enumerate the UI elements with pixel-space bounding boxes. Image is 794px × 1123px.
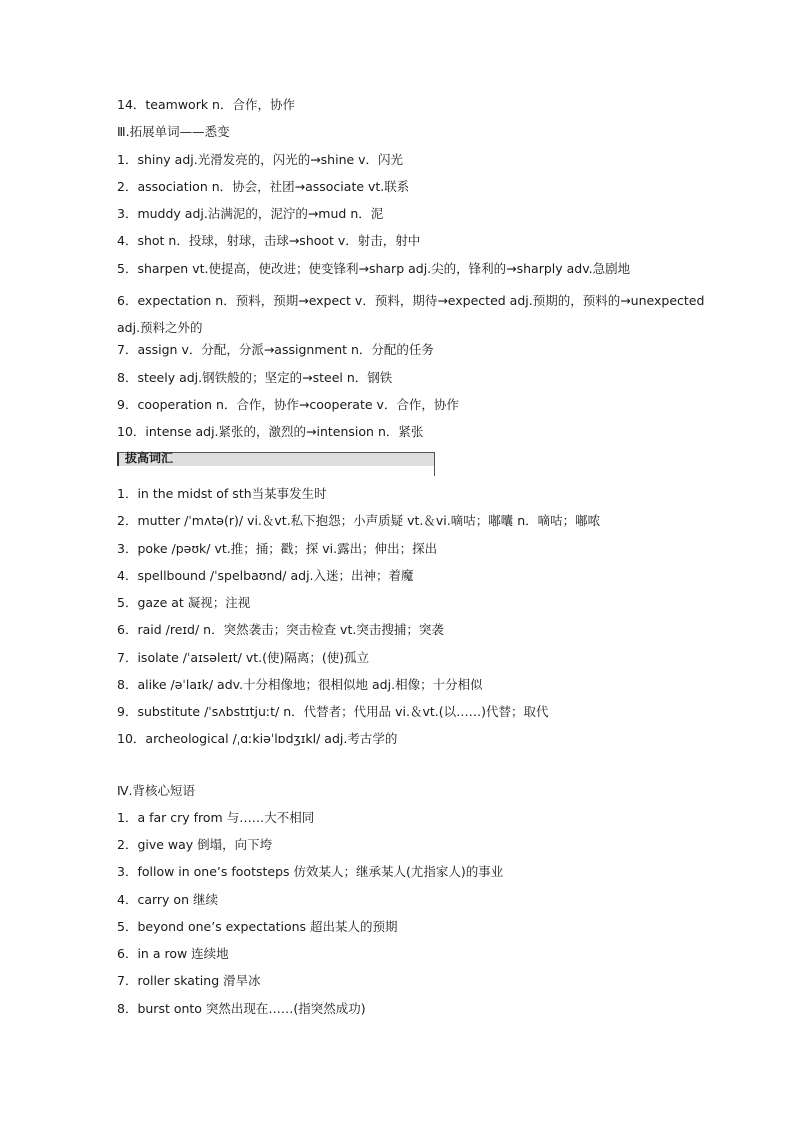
advanced-item-6: 6．raid /reɪd/ n．突然袭击；突击检查 vt.突击搜捕；突袭 — [117, 622, 444, 637]
phrase-item-3: 3．follow in one’s footsteps 仿效某人；继承某人(尤指家人)的事业 — [117, 864, 504, 879]
advanced-vocab-header — [117, 450, 435, 476]
expand-item-4: 4．shot n．投球，射球，击球→shoot v．射击，射中 — [117, 233, 421, 248]
advanced-item-9: 9．substitute /ˈsʌbstɪtjuːt/ n．代替者；代用品 vi.＆vt.(以……)代替；取代 — [117, 704, 549, 719]
header-divider — [434, 452, 435, 476]
expand-item-3: 3．muddy adj.沾满泥的，泥泞的→mud n．泥 — [117, 206, 384, 221]
advanced-item-8: 8．alike /əˈlaɪk/ adv.十分相像地；很相似地 adj.相像；十分相似 — [117, 677, 483, 692]
expand-item-2: 2．association n．协会，社团→associate vt.联系 — [117, 179, 410, 194]
advanced-item-2: 2．mutter /ˈmʌtə(r)/ vi.＆vt.私下抱怨；小声质疑 vt.＆vi.嘀咕；嘟囔 n．嘀咕；嘟哝 — [117, 513, 601, 528]
phrase-item-4: 4．carry on 继续 — [117, 892, 218, 907]
section-4-heading: Ⅳ.背核心短语 — [117, 783, 196, 798]
expand-item-9: 9．cooperation n．合作，协作→cooperate v．合作，协作 — [117, 397, 459, 412]
phrase-item-8: 8．burst onto 突然出现在……(指突然成功) — [117, 1001, 366, 1016]
expand-item-6: 6．expectation n．预料，预期→expect v．预料，期待→expected adj.预期的，预料的→unexpected adj.预料之外的 — [117, 293, 705, 335]
expand-item-7: 7．assign v．分配，分派→assignment n．分配的任务 — [117, 342, 434, 357]
advanced-item-1: 1．in the midst of sth当某事发生时 — [117, 486, 327, 501]
advanced-item-7: 7．isolate /ˈaɪsəleɪt/ vt.(使)隔离；(使)孤立 — [117, 650, 370, 665]
expand-item-1: 1．shiny adj.光滑发亮的，闪光的→shine v．闪光 — [117, 152, 404, 167]
advanced-vocab-label: 拔高词汇 — [125, 451, 174, 465]
phrase-item-5: 5．beyond one’s expectations 超出某人的预期 — [117, 919, 398, 934]
advanced-item-5: 5．gaze at 凝视；注视 — [117, 595, 251, 610]
advanced-item-10: 10．archeological /ˌɑːkiəˈlɒdʒɪkl/ adj.考古学的 — [117, 731, 398, 746]
phrase-item-1: 1．a far cry from 与……大不相同 — [117, 810, 315, 825]
advanced-item-4: 4．spellbound /ˈspelbaʊnd/ adj.入迷；出神；着魔 — [117, 568, 414, 583]
phrase-item-2: 2．give way 倒塌，向下垮 — [117, 837, 273, 852]
advanced-item-3: 3．poke /pəʊk/ vt.推；捅；戳；探 vi.露出；伸出；探出 — [117, 541, 438, 556]
expand-item-5: 5．sharpen vt.使提高，使改进；使变锋利→sharp adj.尖的，锋利的→sharply adv.急剧地 — [117, 261, 631, 276]
phrase-item-7: 7．roller skating 滑旱冰 — [117, 973, 261, 988]
phrase-item-6: 6．in a row 连续地 — [117, 946, 229, 961]
expand-item-10: 10．intense adj.紧张的，激烈的→intension n．紧张 — [117, 424, 424, 439]
section-3-heading: Ⅲ.拓展单词——悉变 — [117, 124, 230, 139]
expand-item-8: 8．steely adj.钢铁般的；坚定的→steel n．钢铁 — [117, 370, 393, 385]
vocab-item-14: 14．teamwork n．合作，协作 — [117, 97, 295, 112]
